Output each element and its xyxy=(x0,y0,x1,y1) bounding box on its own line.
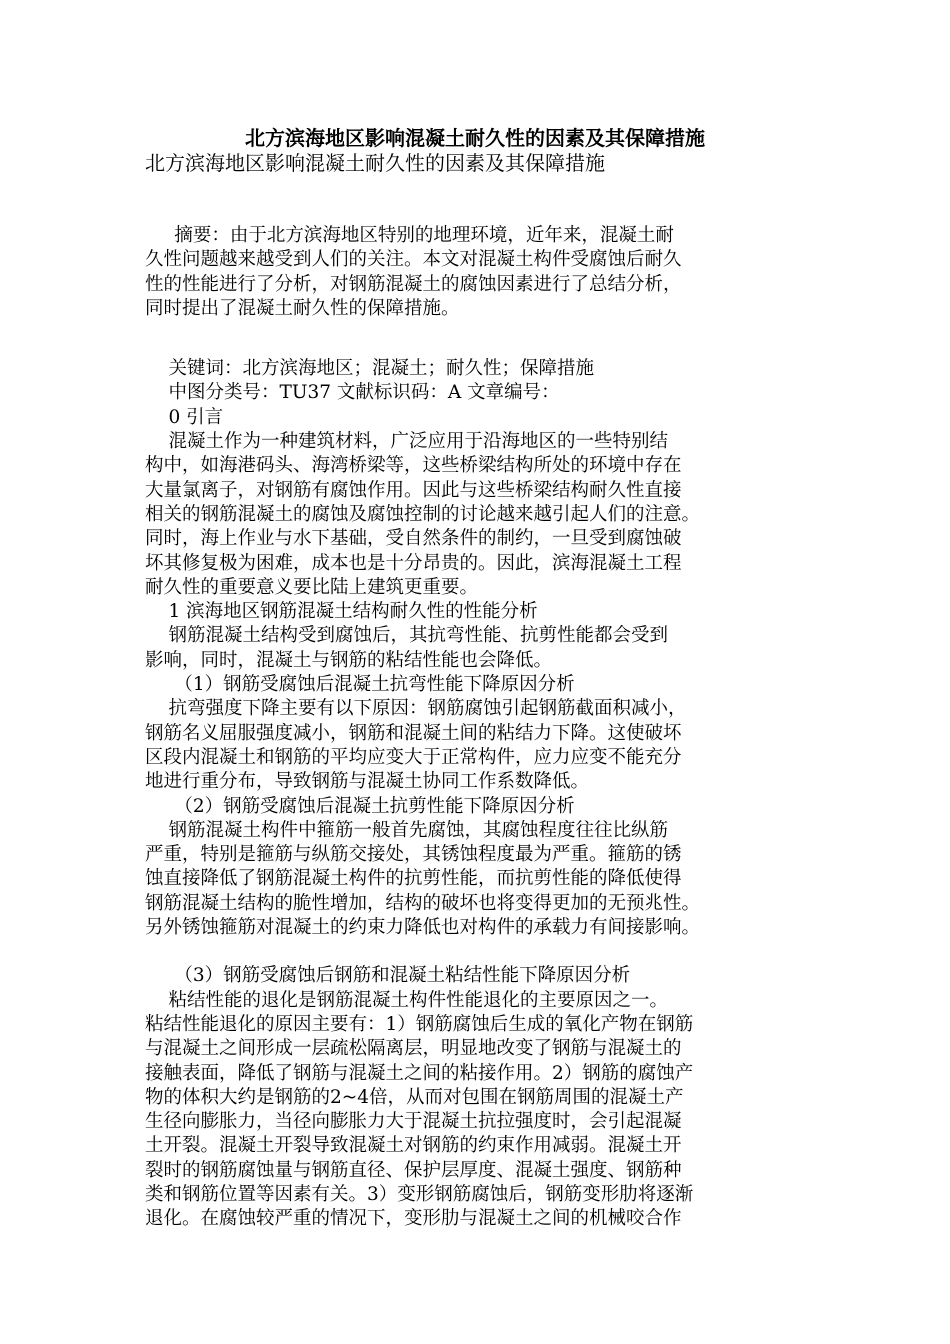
subsection3-line: 接触表面，降低了钢筋与混凝土之间的粘接作用。2）钢筋的腐蚀产 xyxy=(145,1062,694,1084)
intro-line: 坏其修复极为困难，成本也是十分昂贵的。因此，滨海混凝土工程 xyxy=(145,552,682,574)
subsection2-heading: （2）钢筋受腐蚀后混凝土抗剪性能下降原因分析 xyxy=(145,795,575,817)
subsection1-line: 抗弯强度下降主要有以下原因：钢筋腐蚀引起钢筋截面积减小， xyxy=(145,698,687,720)
subsection3-line: 粘结性能退化的原因主要有：1）钢筋腐蚀后生成的氧化产物在钢筋 xyxy=(145,1013,694,1035)
intro-line: 同时，海上作业与水下基础，受自然条件的制约，一旦受到腐蚀破 xyxy=(145,528,682,550)
abstract-line: 久性问题越来越受到人们的关注。本文对混凝土构件受腐蚀后耐久 xyxy=(145,249,682,271)
subsection2-line: 钢筋混凝土结构的脆性增加，结构的破坏也将变得更加的无预兆性。 xyxy=(145,892,701,914)
subsection1-line: 区段内混凝土和钢筋的平均应变大于正常构件，应力应变不能充分 xyxy=(145,746,682,768)
subsection1-line: 钢筋名义屈服强度减小，钢筋和混凝土间的粘结力下降。这使破坏 xyxy=(145,722,682,744)
subsection3-line: 土开裂。混凝土开裂导致混凝土对钢筋的约束作用减弱。混凝土开 xyxy=(145,1135,682,1157)
section1-line: 影响，同时，混凝土与钢筋的粘结性能也会降低。 xyxy=(145,649,553,671)
subsection3-line: 粘结性能的退化是钢筋混凝土构件性能退化的主要原因之一。 xyxy=(145,989,669,1011)
subsection3-line: 物的体积大约是钢筋的2~4倍，从而对包围在钢筋周围的混凝土产 xyxy=(145,1086,684,1108)
section1-heading: 1 滨海地区钢筋混凝土结构耐久性的性能分析 xyxy=(145,601,538,623)
classification-line: 中图分类号：TU37 文献标识码：A 文章编号： xyxy=(145,382,560,404)
keywords-line: 关键词：北方滨海地区；混凝土；耐久性；保障措施 xyxy=(145,358,595,380)
abstract-line: 摘要：由于北方滨海地区特别的地理环境，近年来，混凝土耐 xyxy=(145,225,674,246)
subsection1-line: 地进行重分布，导致钢筋与混凝土协同工作系数降低。 xyxy=(145,771,590,793)
subsection3-line: 退化。在腐蚀较严重的情况下，变形肋与混凝土之间的机械咬合作 xyxy=(145,1208,682,1230)
subsection3-heading: （3）钢筋受腐蚀后钢筋和混凝土粘结性能下降原因分析 xyxy=(145,965,631,987)
intro-line: 大量氯离子，对钢筋有腐蚀作用。因此与这些桥梁结构耐久性直接 xyxy=(145,479,682,501)
intro-line: 构中，如海港码头、海湾桥梁等，这些桥梁结构所处的环境中存在 xyxy=(145,455,682,477)
abstract-line: 性的性能进行了分析，对钢筋混凝土的腐蚀因素进行了总结分析， xyxy=(145,273,682,295)
intro-line: 耐久性的重要意义要比陆上建筑更重要。 xyxy=(145,576,479,598)
document-body xyxy=(145,200,805,1232)
document-subtitle: 北方滨海地区影响混凝土耐久性的因素及其保障措施 xyxy=(145,151,605,175)
subsection1-heading: （1）钢筋受腐蚀后混凝土抗弯性能下降原因分析 xyxy=(145,674,575,696)
subsection3-line: 与混凝土之间形成一层疏松隔离层，明显地改变了钢筋与混凝土的 xyxy=(145,1038,682,1060)
subsection2-line: 严重，特别是箍筋与纵筋交接处，其锈蚀程度最为严重。箍筋的锈 xyxy=(145,844,682,866)
intro-line: 相关的钢筋混凝土的腐蚀及腐蚀控制的讨论越来越引起人们的注意。 xyxy=(145,503,701,525)
subsection3-line: 类和钢筋位置等因素有关。3）变形钢筋腐蚀后，钢筋变形肋将逐渐 xyxy=(145,1183,694,1205)
subsection3-line: 裂时的钢筋腐蚀量与钢筋直径、保护层厚度、混凝土强度、钢筋种 xyxy=(145,1159,682,1181)
document-title: 北方滨海地区影响混凝土耐久性的因素及其保障措施 xyxy=(245,126,705,150)
subsection2-line: 蚀直接降低了钢筋混凝土构件的抗剪性能，而抗剪性能的降低使得 xyxy=(145,868,682,890)
intro-heading: 0 引言 xyxy=(145,406,224,428)
abstract-line: 同时提出了混凝土耐久性的保障措施。 xyxy=(145,297,460,319)
intro-line: 混凝土作为一种建筑材料，广泛应用于沿海地区的一些特别结 xyxy=(145,431,669,453)
section1-line: 钢筋混凝土结构受到腐蚀后，其抗弯性能、抗剪性能都会受到 xyxy=(145,625,669,647)
subsection3-line: 生径向膨胀力，当径向膨胀力大于混凝土抗拉强度时，会引起混凝 xyxy=(145,1111,682,1133)
subsection2-line: 另外锈蚀箍筋对混凝土的约束力降低也对构件的承载力有间接影响。 xyxy=(145,917,701,939)
subsection2-line: 钢筋混凝土构件中箍筋一般首先腐蚀，其腐蚀程度往往比纵筋 xyxy=(145,819,669,841)
